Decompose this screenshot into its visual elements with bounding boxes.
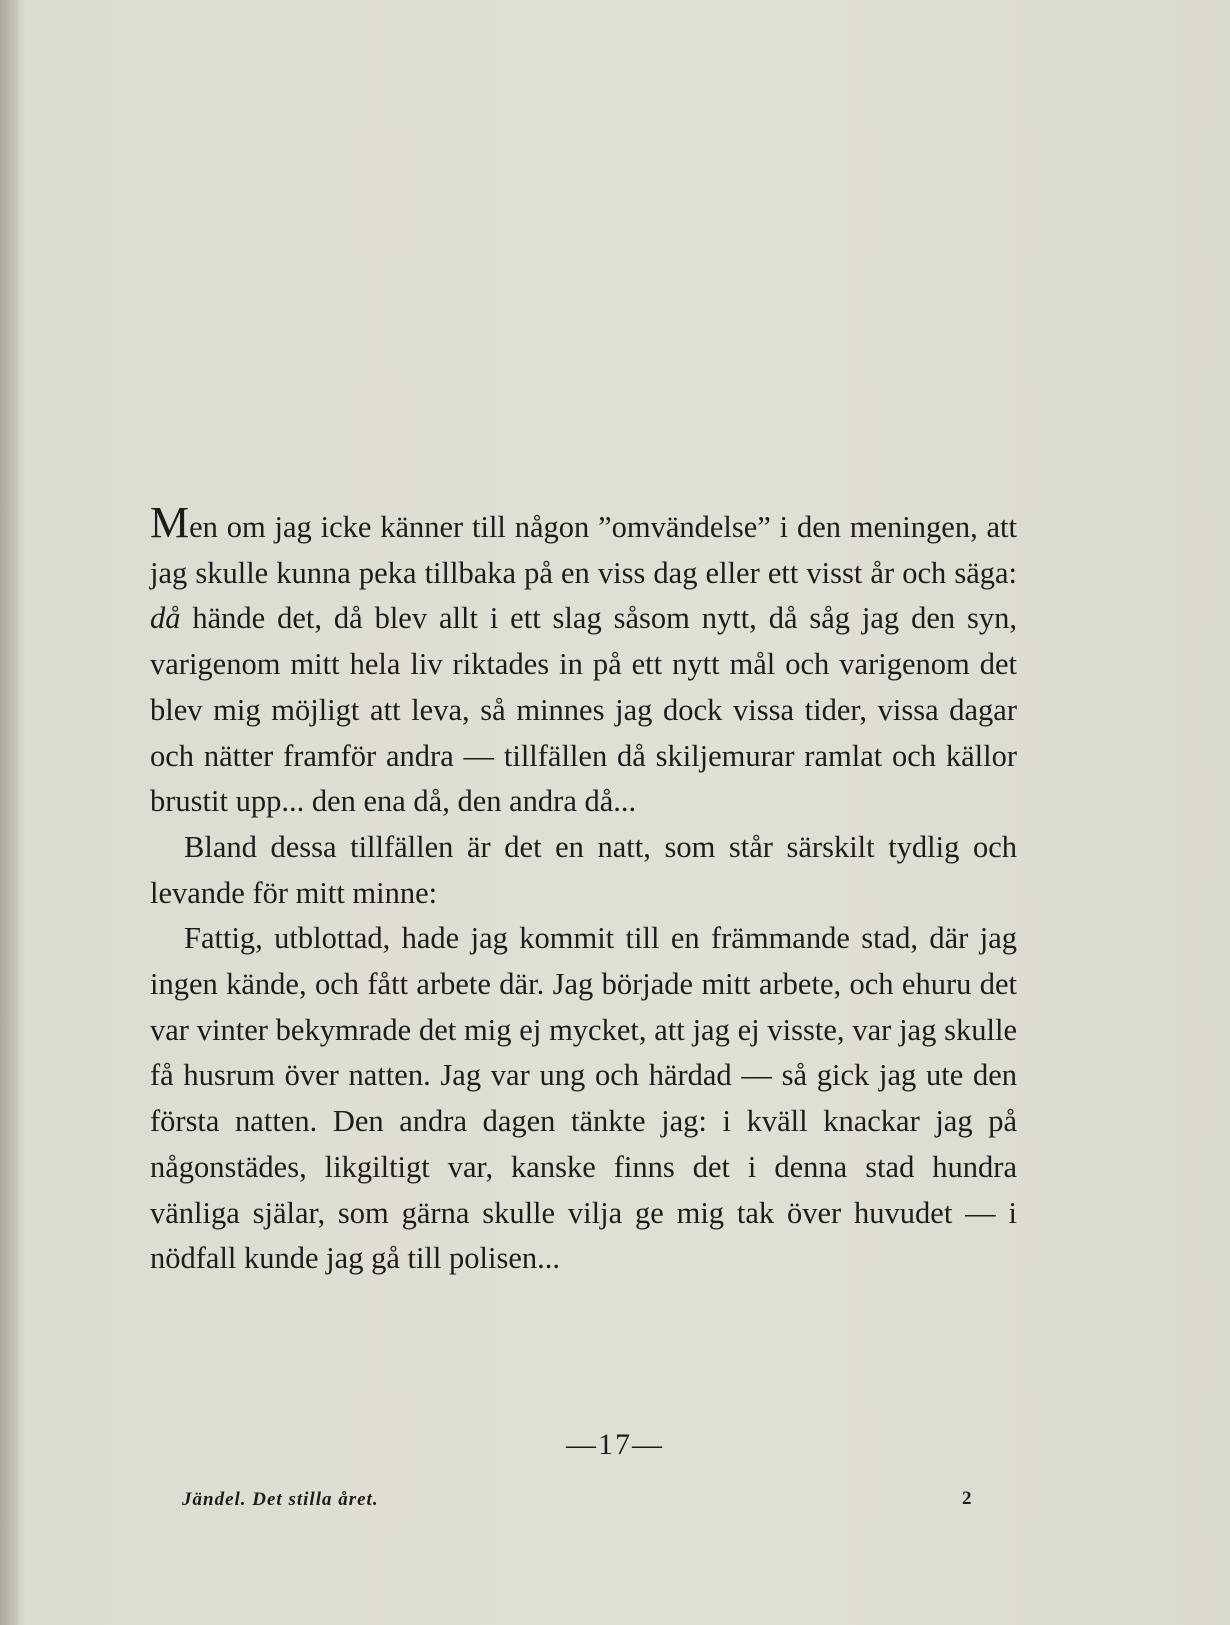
- body-text: [150, 498, 1017, 1282]
- paragraph-1-text-end: hände det, då blev allt i ett slag såsom nytt, då såg jag den syn, varigenom mitt hela liv riktades in på ett nytt mål och varigenom det blev mig möjligt att leva, så minnes jag dock vissa tider, vissa dagar och nätter framför andra — tillfällen då skiljemurar ramlat och källor brustit upp... den ena då, den andra då...: [150, 601, 1017, 819]
- paragraph-3: Fattig, utblottad, hade jag kommit till en främmande stad, där jag ingen kände, och fått arbete där. Jag började mitt arbete, och ehuru det var vinter bekymrade det mig ej mycket, att jag ej visste, var jag skulle få husrum över natten. Jag var ung och härdad — så gick jag ute den första natten. Den andra dagen tänkte jag: i kväll knackar jag på någonstädes, likgiltigt var, kanske finns det i denna stad hundra vänliga själar, som gärna skulle vilja ge mig tak över huvudet — i nödfall kunde jag gå till polisen...: [150, 921, 1017, 1276]
- initial-letter: M: [150, 498, 190, 547]
- page-number: —17—: [566, 1428, 664, 1461]
- paragraph-1: [150, 498, 1017, 825]
- signature-mark: 2: [962, 1488, 972, 1509]
- page-gutter: [0, 0, 18, 1625]
- emphasis-text: då: [150, 601, 181, 636]
- paragraph-2: Bland dessa tillfällen är det en natt, som står särskilt tydlig och levande för mitt minne:: [150, 829, 1017, 910]
- printer-signature: Jändel. Det stilla året.: [182, 1489, 379, 1510]
- paragraph-1-text: en om jag icke känner till någon ”omvändelse” i den meningen, att jag skulle kunna peka tillbaka på en viss dag eller ett visst år och säga:: [150, 510, 1017, 590]
